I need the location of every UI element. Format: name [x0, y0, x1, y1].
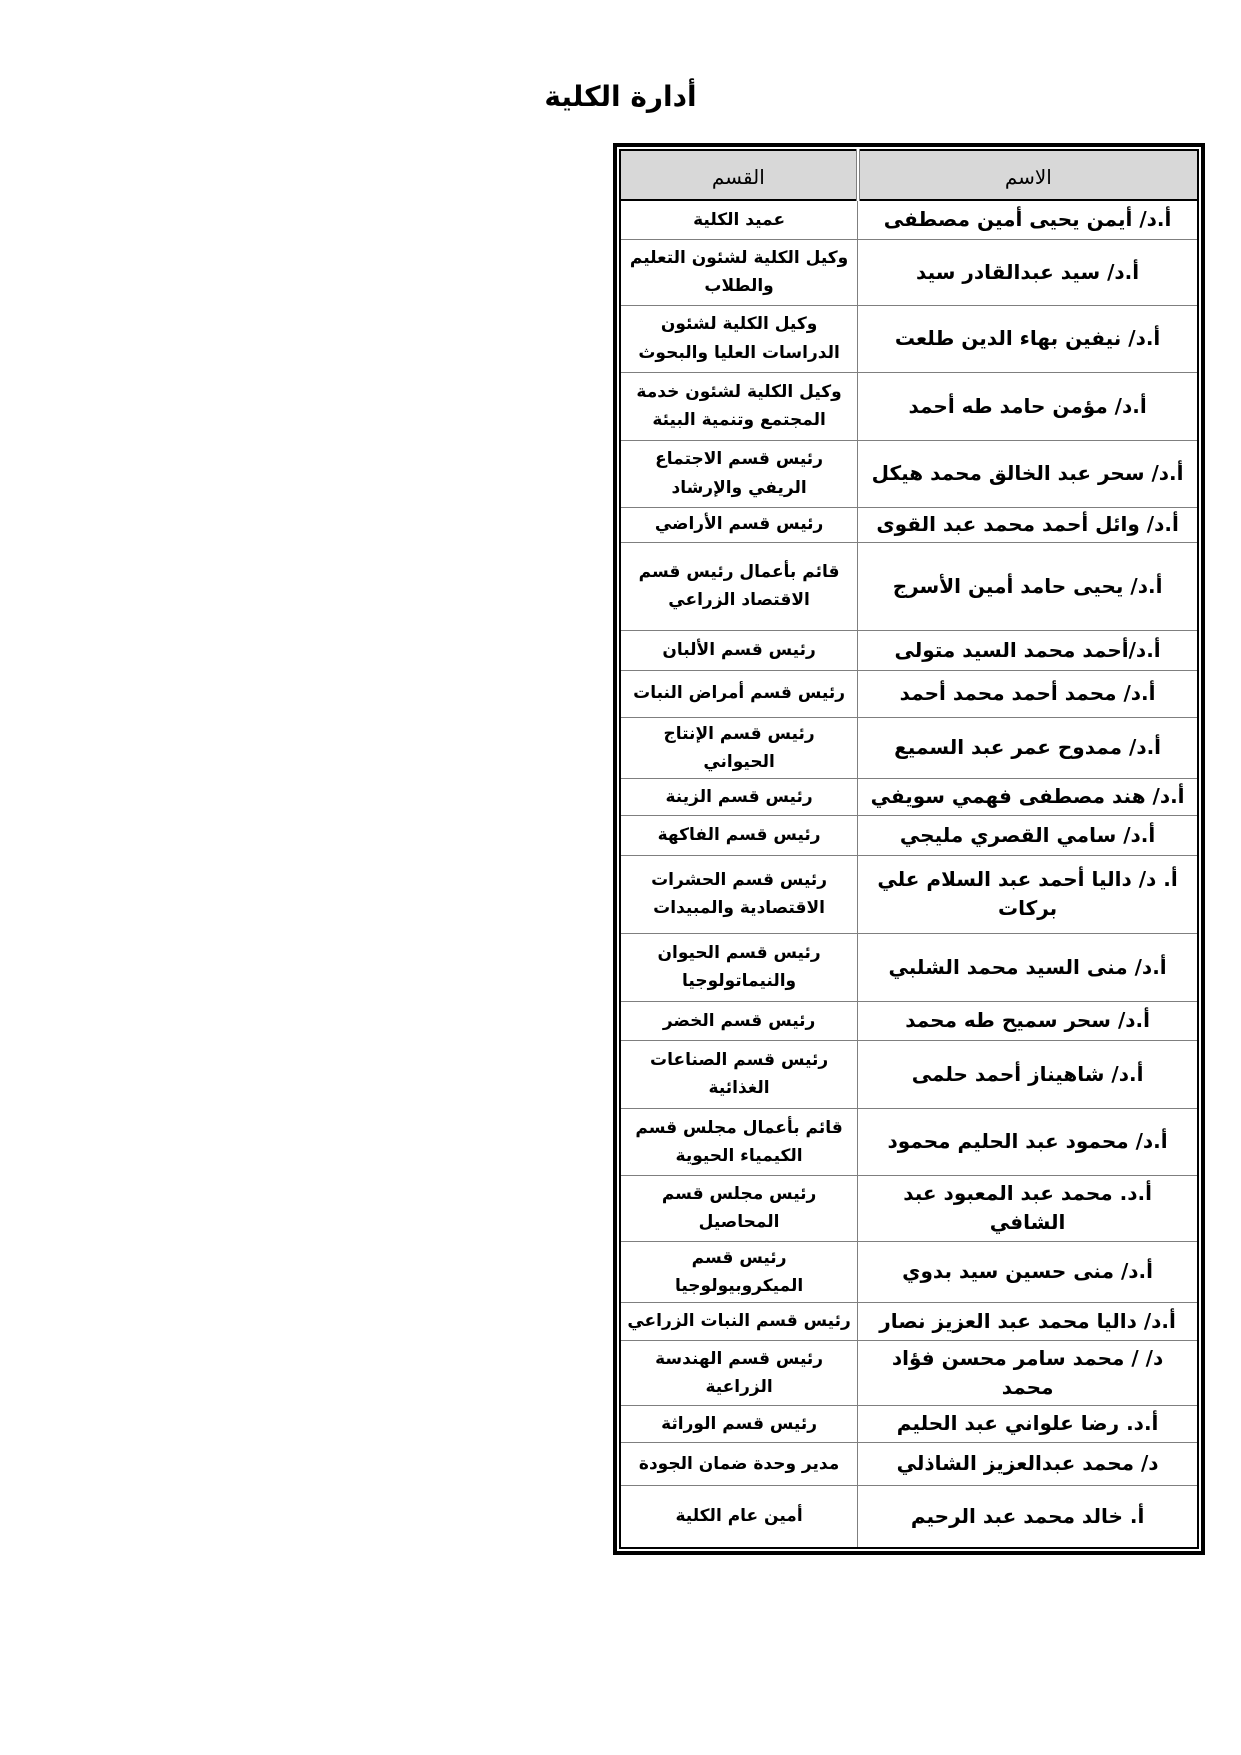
column-header-name: الاسم — [858, 150, 1198, 200]
name-cell: أ.د/ وائل أحمد محمد عبد القوى — [858, 507, 1198, 542]
department-cell: رئيس قسم الحشرات الاقتصادية والمبيدات — [620, 855, 858, 933]
column-header-department: القسم — [620, 150, 858, 200]
table-row — [620, 1241, 1198, 1302]
name-cell: أ.د. محمد عبد المعبود عبد الشافي — [858, 1175, 1198, 1241]
table-row — [620, 1175, 1198, 1241]
department-cell: رئيس قسم الصناعات الغذائية — [620, 1040, 858, 1108]
table-row — [620, 933, 1198, 1001]
name-cell: أ.د/ شاهيناز أحمد حلمى — [858, 1040, 1198, 1108]
table-row — [620, 200, 1198, 239]
department-cell: رئيس قسم الزينة — [620, 778, 858, 815]
name-cell: أ.د/ هند مصطفى فهمي سويفي — [858, 778, 1198, 815]
table-row — [620, 1001, 1198, 1040]
table-row — [620, 1405, 1198, 1442]
table-row — [620, 542, 1198, 630]
table-row — [620, 1485, 1198, 1548]
page-title: أدارة الكلية — [544, 80, 697, 113]
department-cell: قائم بأعمال رئيس قسم الاقتصاد الزراعي — [620, 542, 858, 630]
department-cell: رئيس قسم الإنتاج الحيواني — [620, 717, 858, 778]
table-row — [620, 717, 1198, 778]
table-row — [620, 630, 1198, 670]
department-cell: رئيس قسم الفاكهة — [620, 815, 858, 855]
name-cell: أ.د/ ممدوح عمر عبد السميع — [858, 717, 1198, 778]
name-cell: أ.د/ سامي القصري مليجي — [858, 815, 1198, 855]
department-cell: رئيس قسم الألبان — [620, 630, 858, 670]
name-cell: أ. د/ داليا أحمد عبد السلام علي بركات — [858, 855, 1198, 933]
name-cell: د/ / محمد سامر محسن فؤاد محمد — [858, 1340, 1198, 1405]
name-cell: أ.د/ منى حسين سيد بدوي — [858, 1241, 1198, 1302]
department-cell: رئيس قسم الميكروبيولوجيا — [620, 1241, 858, 1302]
name-cell: أ.د/ محمود عبد الحليم محمود — [858, 1108, 1198, 1175]
table-body — [620, 200, 1198, 1548]
name-cell: أ.د/أحمد محمد السيد متولى — [858, 630, 1198, 670]
name-cell: أ.د/ مؤمن حامد طه أحمد — [858, 372, 1198, 440]
department-cell: رئيس قسم الخضر — [620, 1001, 858, 1040]
department-cell: وكيل الكلية لشئون الدراسات العليا والبحوث — [620, 305, 858, 372]
table-header-row — [620, 150, 1198, 200]
department-cell: رئيس قسم أمراض النبات — [620, 670, 858, 717]
table-row — [620, 440, 1198, 507]
department-cell: رئيس قسم الحيوان والنيماتولوجيا — [620, 933, 858, 1001]
table-row — [620, 507, 1198, 542]
department-cell: رئيس قسم الاجتماع الريفي والإرشاد — [620, 440, 858, 507]
table-row — [620, 305, 1198, 372]
name-cell: أ. خالد محمد عبد الرحيم — [858, 1485, 1198, 1548]
department-cell: وكيل الكلية لشئون خدمة المجتمع وتنمية البيئة — [620, 372, 858, 440]
department-cell: رئيس قسم الوراثة — [620, 1405, 858, 1442]
table-row — [620, 1040, 1198, 1108]
name-cell: أ.د. رضا علواني عبد الحليم — [858, 1405, 1198, 1442]
department-cell: أمين عام الكلية — [620, 1485, 858, 1548]
name-cell: أ.د/ داليا محمد عبد العزيز نصار — [858, 1302, 1198, 1340]
name-cell: أ.د/ سيد عبدالقادر سيد — [858, 239, 1198, 305]
name-cell: أ.د/ يحيى حامد أمين الأسرج — [858, 542, 1198, 630]
name-cell: أ.د/ منى السيد محمد الشلبي — [858, 933, 1198, 1001]
table-row — [620, 1340, 1198, 1405]
department-cell: رئيس مجلس قسم المحاصيل — [620, 1175, 858, 1241]
table-row — [620, 670, 1198, 717]
department-cell: عميد الكلية — [620, 200, 858, 239]
name-cell: أ.د/ محمد أحمد محمد أحمد — [858, 670, 1198, 717]
table-row — [620, 815, 1198, 855]
table-frame — [613, 143, 1205, 1555]
table-row — [620, 1442, 1198, 1485]
name-cell: أ.د/ سحر عبد الخالق محمد هيكل — [858, 440, 1198, 507]
name-cell: د/ محمد عبدالعزيز الشاذلي — [858, 1442, 1198, 1485]
table-row — [620, 1302, 1198, 1340]
name-cell: أ.د/ سحر سميح طه محمد — [858, 1001, 1198, 1040]
table-row — [620, 1108, 1198, 1175]
department-cell: مدير وحدة ضمان الجودة — [620, 1442, 858, 1485]
name-cell: أ.د/ نيفين بهاء الدين طلعت — [858, 305, 1198, 372]
administration-table — [619, 149, 1199, 1549]
department-cell: رئيس قسم النبات الزراعي — [620, 1302, 858, 1340]
table-row — [620, 855, 1198, 933]
table-row — [620, 239, 1198, 305]
name-cell: أ.د/ أيمن يحيى أمين مصطفى — [858, 200, 1198, 239]
department-cell: قائم بأعمال مجلس قسم الكيمياء الحيوية — [620, 1108, 858, 1175]
department-cell: وكيل الكلية لشئون التعليم والطلاب — [620, 239, 858, 305]
table-row — [620, 778, 1198, 815]
table-row — [620, 372, 1198, 440]
department-cell: رئيس قسم الهندسة الزراعية — [620, 1340, 858, 1405]
department-cell: رئيس قسم الأراضي — [620, 507, 858, 542]
